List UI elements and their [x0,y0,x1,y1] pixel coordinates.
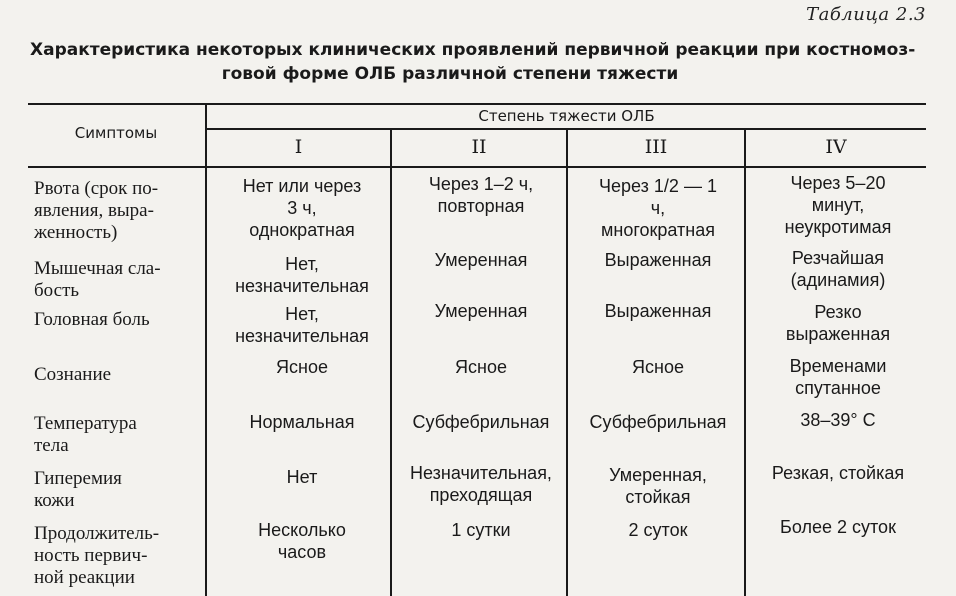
cell-muscle-weakness-grade-2: Умеренная [434,250,528,270]
grade-header-3: III [644,136,668,158]
cell-temperature-grade-1: Нормальная [249,412,355,432]
symptom-skin-hyperemia: Гиперемия кожи [34,468,122,511]
header-severity: Степень тяжести ОЛБ [478,107,655,125]
cell-skin-hyperemia-grade-2: Незначительная, преходящая [410,463,552,505]
symptom-muscle-weakness: Мышечная сла- бость [34,258,161,301]
cell-muscle-weakness-grade-3: Выраженная [604,250,712,270]
cell-vomiting-grade-2: Через 1–2 ч, повторная [428,174,534,216]
grade-header-2: II [471,136,487,158]
cell-muscle-weakness-grade-1: Нет, незначительная [235,254,369,296]
cell-headache-grade-4: Резко выраженная [785,302,891,344]
symptom-consciousness: Сознание [34,364,112,385]
cell-skin-hyperemia-grade-4: Резкая, стойкая [771,463,905,483]
cell-skin-hyperemia-grade-1: Нет [286,467,318,487]
cell-reaction-duration-grade-2: 1 сутки [451,520,511,540]
grade-header-4: IV [825,136,847,158]
table-number: Таблица 2.3 [806,4,926,25]
cell-temperature-grade-3: Субфебрильная [589,412,727,432]
cell-temperature-grade-4: 38–39° С [800,410,876,430]
table-top-rule [28,103,926,105]
cell-consciousness-grade-4: Временами спутанное [789,356,887,398]
cell-muscle-weakness-grade-4: Резчайшая (адинамия) [790,248,886,290]
symptom-temperature: Температура тела [34,413,137,456]
cell-reaction-duration-grade-1: Несколько часов [258,520,346,562]
cell-headache-grade-2: Умеренная [434,301,528,321]
cell-vomiting-grade-4: Через 5–20 минут, неукротимая [784,173,892,237]
header-bottom-rule [28,166,926,168]
cell-headache-grade-1: Нет, незначительная [235,304,369,346]
cell-reaction-duration-grade-3: 2 суток [628,520,688,540]
table-caption [30,38,930,86]
cell-vomiting-grade-3: Через 1/2 — 1 ч, многократная [599,176,717,240]
cell-consciousness-grade-1: Ясное [276,357,328,377]
header-symptoms: Симптомы [74,124,158,142]
symptom-reaction-duration: Продолжитель- ность первич- ной реакции [34,523,160,588]
cell-skin-hyperemia-grade-3: Умеренная, стойкая [609,465,707,507]
cell-headache-grade-3: Выраженная [604,301,712,321]
cell-consciousness-grade-2: Ясное [455,357,507,377]
caption-line-1: Характеристика некоторых клинических проявлений первичной реакции при костномоз- [30,40,916,60]
cell-consciousness-grade-3: Ясное [632,357,684,377]
grade-header-1: I [294,136,303,158]
cell-reaction-duration-grade-4: Более 2 суток [780,517,896,537]
cell-vomiting-grade-1: Нет или через 3 ч, однократная [242,176,362,240]
cell-temperature-grade-2: Субфебрильная [412,412,550,432]
symptom-headache: Головная боль [34,309,150,330]
caption-line-2: говой форме ОЛБ различной степени тяжести [221,64,679,84]
symptom-vomiting: Рвота (срок по- явления, выра- женность) [34,178,159,243]
